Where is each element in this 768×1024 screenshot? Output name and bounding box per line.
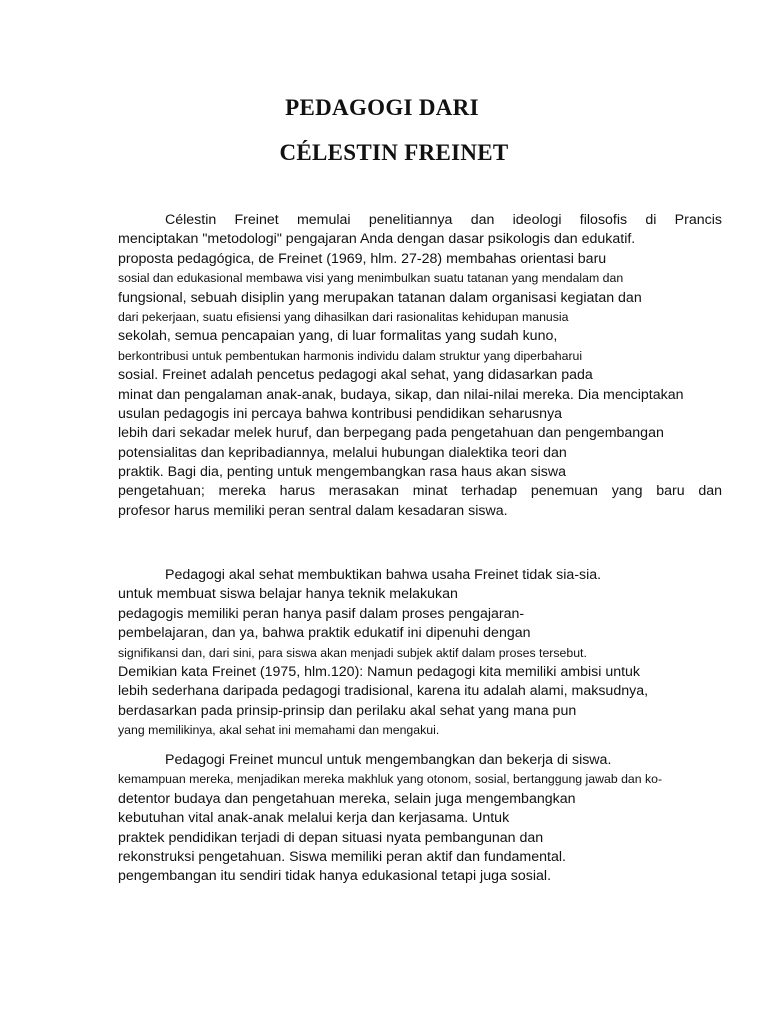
paragraph-line: Pedagogi akal sehat membuktikan bahwa usaha Freinet tidak sia-sia. [165, 567, 602, 583]
paragraph-line: Pedagogi Freinet muncul untuk mengembangkan dan bekerja di siswa. [165, 752, 612, 768]
paragraph-line: potensialitas dan kepribadiannya, melalui hubungan dialektika teori dan [118, 444, 567, 461]
paragraph-line: usulan pedagogis ini percaya bahwa kontribusi pendidikan seharusnya [118, 405, 563, 422]
paragraph-line: berdasarkan pada prinsip-prinsip dan perilaku akal sehat yang mana pun [118, 702, 577, 719]
paragraph-2 [118, 566, 722, 741]
paragraph-line: menciptakan "metodologi" pengajaran Anda dengan dasar psikologis dan edukatif. [118, 231, 636, 248]
paragraph-line: lebih dari sekadar melek huruf, dan berpegang pada pengetahuan dan pengembangan [118, 425, 664, 442]
paragraph-line: minat dan pengalaman anak-anak, budaya, sikap, dan nilai-nilai mereka. Dia menciptakan [118, 386, 684, 403]
paragraph-1 [118, 211, 722, 521]
paragraph-line: pengembangan itu sendiri tidak hanya edukasional tetapi juga sosial. [118, 868, 552, 885]
paragraph-line: kemampuan mereka, menjadikan mereka makhluk yang otonom, sosial, bertanggung jawab dan ko- [118, 772, 663, 787]
paragraph-line: pengetahuan; mereka harus merasakan minat terhadap penemuan yang baru dan [118, 483, 722, 500]
paragraph-line: praktik. Bagi dia, penting untuk mengembangkan rasa haus akan siswa [118, 464, 566, 481]
paragraph-line: Célestin Freinet memulai penelitiannya dan ideologi filosofis di Prancis [165, 212, 722, 228]
paragraph-line: untuk membuat siswa belajar hanya teknik melakukan [118, 586, 458, 603]
paragraph-line: kebutuhan vital anak-anak melalui kerja dan kerjasama. Untuk [118, 810, 510, 827]
paragraph-line: dari pekerjaan, suatu efisiensi yang dihasilkan dari rasionalitas kehidupan manusia [118, 309, 569, 324]
paragraph-line: sekolah, semua pencapaian yang, di luar formalitas yang sudah kuno, [118, 328, 558, 345]
paragraph-3 [118, 751, 722, 887]
paragraph-line: proposta pedagógica, de Freinet (1969, hlm. 27-28) membahas orientasi baru [118, 250, 607, 267]
paragraph-line: rekonstruksi pengetahuan. Siswa memiliki peran aktif dan fundamental. [118, 848, 566, 865]
paragraph-line: lebih sederhana daripada pedagogi tradisional, karena itu adalah alami, maksudnya, [118, 683, 649, 700]
paragraph-line: detentor budaya dan pengetahuan mereka, selain juga mengembangkan [118, 790, 576, 807]
document-title-line-2: CÉLESTIN FREINET [279, 140, 509, 165]
paragraph-line: pembelajaran, dan ya, bahwa praktik edukatif ini dipenuhi dengan [118, 625, 531, 642]
paragraph-line: profesor harus memiliki peran sentral dalam kesadaran siswa. [118, 502, 508, 519]
paragraph-line: berkontribusi untuk pembentukan harmonis individu dalam struktur yang diperbaharui [118, 348, 583, 363]
paragraph-line: sosial. Freinet adalah pencetus pedagogi akal sehat, yang didasarkan pada [118, 367, 593, 384]
document-title-line-1: PEDAGOGI DARI [285, 95, 479, 120]
paragraph-line: yang memilikinya, akal sehat ini memahami dan mengakui. [118, 723, 440, 738]
paragraph-line: praktek pendidikan terjadi di depan situasi nyata pembangunan dan [118, 829, 544, 846]
paragraph-line: Demikian kata Freinet (1975, hlm.120): Namun pedagogi kita memiliki ambisi untuk [118, 663, 641, 680]
paragraph-line: fungsional, sebuah disiplin yang merupakan tatanan dalam organisasi kegiatan dan [118, 289, 642, 306]
paragraph-line: sosial dan edukasional membawa visi yang menimbulkan suatu tatanan yang mendalam dan [118, 271, 624, 286]
paragraph-line: pedagogis memiliki peran hanya pasif dalam proses pengajaran- [118, 605, 525, 622]
paragraph-line: signifikansi dan, dari sini, para siswa akan menjadi subjek aktif dalam proses tersebut. [118, 645, 587, 660]
